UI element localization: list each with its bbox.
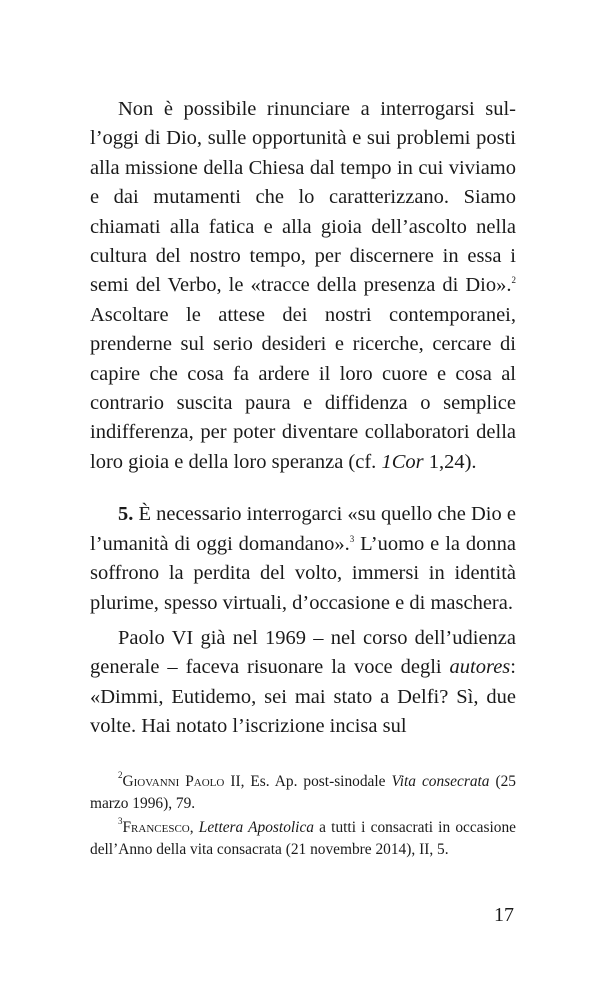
section-number: 5. bbox=[118, 503, 134, 526]
footnote-number: 3 bbox=[118, 816, 123, 826]
paragraph-text: Paolo VI già nel 1969 – nel corso dell’udienza generale – faceva risuonare la voce degli bbox=[90, 626, 516, 679]
footnote-ref: 2 bbox=[511, 275, 516, 286]
footnote-text: , bbox=[189, 819, 199, 836]
footnote-title: Lettera Apostolica bbox=[198, 819, 314, 836]
footnote bbox=[90, 771, 516, 814]
main-text bbox=[90, 95, 516, 742]
footnote-title: Vita consecrata bbox=[391, 773, 490, 790]
numbered-paragraph bbox=[90, 500, 516, 618]
footnote-text: , Es. Ap. post-sinodale bbox=[240, 773, 392, 790]
footnote-ref: 3 bbox=[349, 533, 355, 544]
paragraph-text: 1,24). bbox=[423, 450, 477, 473]
footnote-author: Giovanni Paolo II bbox=[122, 773, 241, 790]
paragraph-text: Ascoltare le attese dei nostri contemporanei, prenderne sul serio desideri e ricerche, cercare di capire che cosa fa ardere il loro cuore e cosa al contrario suscita paura e diffidenza o semplice indifferenza, per poter diventare collaboratori della loro gioia e della loro speranza (cf. bbox=[90, 303, 516, 473]
paragraph-text: L’uomo e la donna soffrono la perdita del volto, immersi in identità plurime, spesso virtuali, d’occasione e di maschera. bbox=[90, 532, 517, 614]
paragraph bbox=[90, 95, 516, 477]
italic-term: autores bbox=[449, 656, 511, 679]
paragraph-text: Non è possibile rinunciare a interrogarsi sull’oggi di Dio, sulle opportunità e sui problemi posti alla missione della Chiesa dal tempo in cui viviamo e dai mutamenti che lo caratterizzano. Siamo chiamati alla fatica e alla gioia dell’ascolto nella cultura del nostro tempo, per discernere in essa i semi del Verbo, le «tracce della presenza di Dio». bbox=[90, 98, 516, 297]
footnote-author: Francesco bbox=[122, 819, 190, 836]
page-number: 17 bbox=[494, 904, 514, 926]
paragraph-text: È necessario interrogarci «su quello che Dio e l’umanità di oggi domandano». bbox=[90, 503, 516, 555]
footnote bbox=[90, 817, 516, 860]
bible-reference: 1Cor bbox=[381, 450, 424, 473]
footnote-text: (25 marzo 1996), 79. bbox=[90, 773, 516, 812]
paragraph-text: : «Dimmi, Eutidemo, sei mai stato a Delfi? Sì, due volte. Hai notato l’iscrizione incisa sul bbox=[90, 656, 516, 738]
footnote-text: a tutti i consacrati in occasione dell’Anno della vita consacrata (21 novembre 2014), II, 5. bbox=[90, 819, 516, 858]
footnote-number: 2 bbox=[118, 770, 123, 780]
footnotes bbox=[90, 771, 516, 860]
paragraph bbox=[90, 624, 516, 742]
